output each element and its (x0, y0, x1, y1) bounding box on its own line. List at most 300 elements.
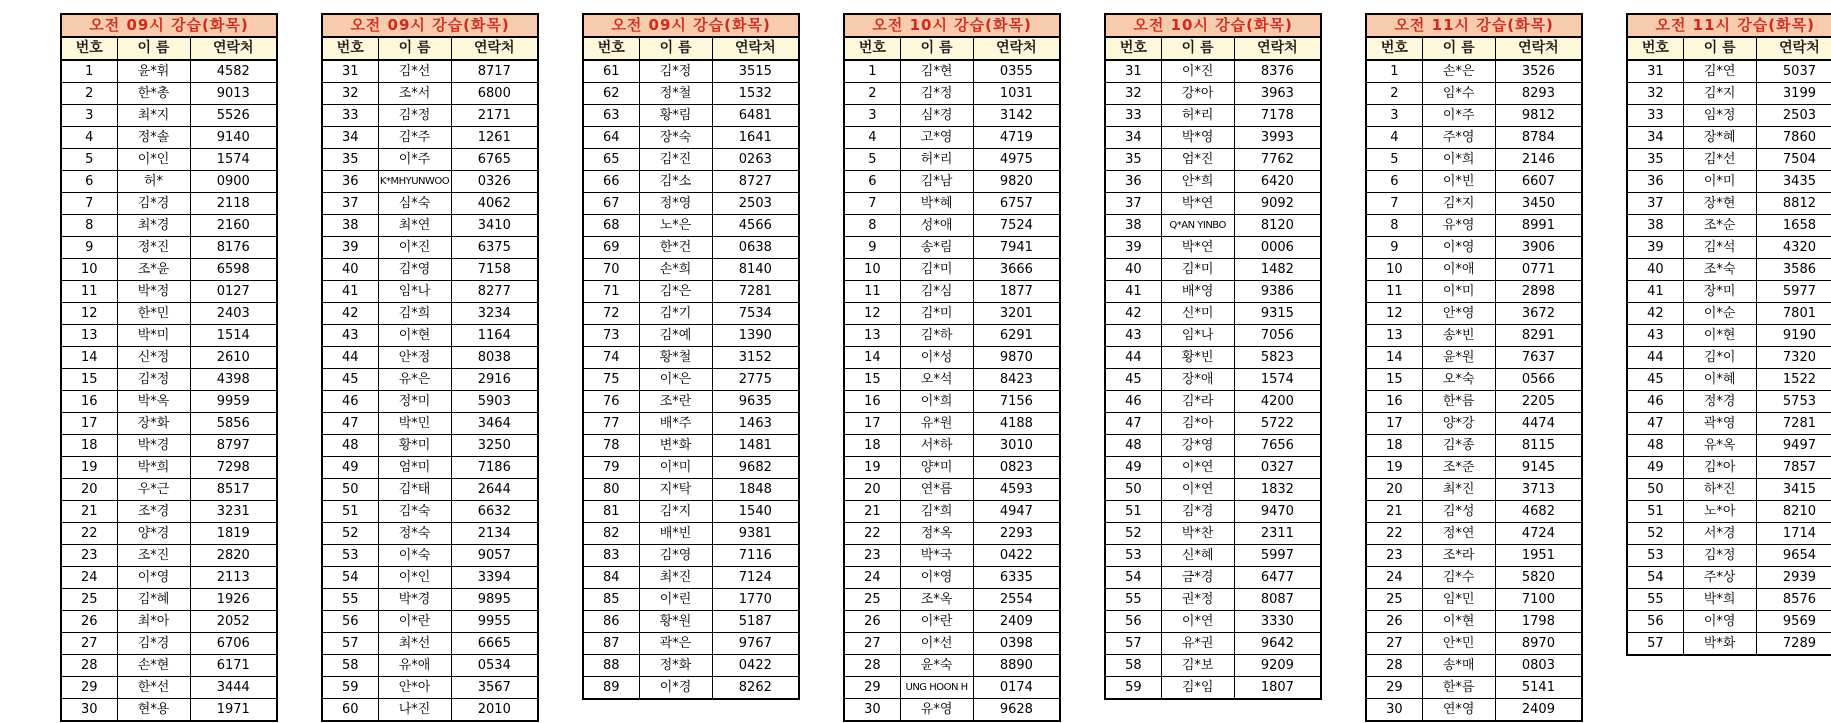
row-name-cell: 박*경 (117, 435, 190, 457)
row-number-cell: 21 (1366, 501, 1422, 523)
table-row (61, 589, 277, 611)
row-name-cell: 이*린 (639, 589, 712, 611)
table-row (61, 457, 277, 479)
table-row (583, 215, 799, 237)
row-number-cell: 20 (1366, 479, 1422, 501)
row-number-cell: 56 (322, 611, 378, 633)
row-number-cell: 53 (1627, 545, 1683, 567)
row-name-cell: 강*영 (1161, 435, 1234, 457)
table-row (844, 215, 1060, 237)
row-name-cell: 조*진 (117, 545, 190, 567)
col-header-number: 번호 (1627, 37, 1683, 60)
table-title-row (61, 14, 277, 37)
row-contact-cell: 8376 (1234, 60, 1321, 83)
row-number-cell: 36 (322, 171, 378, 193)
row-contact-cell: 3394 (451, 567, 538, 589)
row-contact-cell: 0566 (1495, 369, 1582, 391)
row-name-cell: 박*연 (1161, 193, 1234, 215)
row-contact-cell: 1971 (190, 699, 277, 722)
row-number-cell: 54 (1627, 567, 1683, 589)
row-contact-cell: 3526 (1495, 60, 1582, 83)
row-number-cell: 55 (322, 589, 378, 611)
row-contact-cell: 5977 (1756, 281, 1831, 303)
table-row (1366, 501, 1582, 523)
row-contact-cell: 4719 (973, 127, 1060, 149)
row-name-cell: 김*정 (900, 83, 973, 105)
row-contact-cell: 4398 (190, 369, 277, 391)
row-name-cell: 한*름 (1422, 391, 1495, 413)
row-number-cell: 10 (61, 259, 117, 281)
table-header-row (322, 37, 538, 60)
table-row (583, 193, 799, 215)
table-title: 오전 09시 강습(화목) (61, 14, 277, 37)
row-number-cell: 13 (61, 325, 117, 347)
row-name-cell: 이*주 (378, 149, 451, 171)
table-row (1366, 105, 1582, 127)
row-contact-cell: 1463 (712, 413, 799, 435)
row-name-cell: 신*미 (1161, 303, 1234, 325)
table-row (1366, 457, 1582, 479)
row-name-cell: 정*미 (378, 391, 451, 413)
table-row (1366, 193, 1582, 215)
row-number-cell: 14 (1366, 347, 1422, 369)
row-name-cell: 김*경 (117, 633, 190, 655)
row-name-cell: 김*혜 (117, 589, 190, 611)
row-contact-cell: 8262 (712, 677, 799, 700)
row-name-cell: 임*정 (1683, 105, 1756, 127)
row-contact-cell: 5187 (712, 611, 799, 633)
row-contact-cell: 3666 (973, 259, 1060, 281)
row-number-cell: 37 (322, 193, 378, 215)
row-name-cell: 최*진 (639, 567, 712, 589)
table-row (322, 699, 538, 722)
row-number-cell: 28 (1366, 655, 1422, 677)
row-name-cell: 서*하 (900, 435, 973, 457)
row-number-cell: 39 (1105, 237, 1161, 259)
row-contact-cell: 3199 (1756, 83, 1831, 105)
table-row (61, 545, 277, 567)
row-number-cell: 86 (583, 611, 639, 633)
row-name-cell: Q*AN YINBO (1161, 215, 1234, 237)
row-number-cell: 21 (61, 501, 117, 523)
table-row (61, 435, 277, 457)
table-row (322, 611, 538, 633)
row-contact-cell: 6420 (1234, 171, 1321, 193)
row-number-cell: 40 (322, 259, 378, 281)
row-contact-cell: 0771 (1495, 259, 1582, 281)
row-contact-cell: 6665 (451, 633, 538, 655)
table-row (1105, 237, 1321, 259)
row-number-cell: 4 (1366, 127, 1422, 149)
row-name-cell: K*MHYUNWOO (378, 171, 451, 193)
table-row (1627, 413, 1831, 435)
table-row (583, 501, 799, 523)
row-number-cell: 34 (1627, 127, 1683, 149)
table-row (844, 325, 1060, 347)
row-name-cell: 배*빈 (639, 523, 712, 545)
row-name-cell: 박*희 (117, 457, 190, 479)
row-number-cell: 19 (844, 457, 900, 479)
row-contact-cell: 5526 (190, 105, 277, 127)
row-number-cell: 10 (1366, 259, 1422, 281)
table-row (61, 325, 277, 347)
row-number-cell: 2 (1366, 83, 1422, 105)
table-row (322, 105, 538, 127)
row-contact-cell: 2610 (190, 347, 277, 369)
row-number-cell: 28 (61, 655, 117, 677)
row-contact-cell: 7124 (712, 567, 799, 589)
row-number-cell: 51 (1627, 501, 1683, 523)
table-title: 오전 11시 강습(화목) (1627, 14, 1831, 37)
row-contact-cell: 8890 (973, 655, 1060, 677)
row-name-cell: 최*아 (117, 611, 190, 633)
row-name-cell: 김*종 (1422, 435, 1495, 457)
row-contact-cell: 9470 (1234, 501, 1321, 523)
row-name-cell: 임*나 (1161, 325, 1234, 347)
row-contact-cell: 2113 (190, 567, 277, 589)
row-contact-cell: 3713 (1495, 479, 1582, 501)
row-name-cell: 엄*미 (378, 457, 451, 479)
row-name-cell: 김*지 (639, 501, 712, 523)
table-row (61, 699, 277, 722)
table-body (61, 60, 277, 721)
row-name-cell: 이*빈 (1422, 171, 1495, 193)
row-name-cell: 연*영 (1422, 699, 1495, 722)
row-name-cell: 김*영 (378, 259, 451, 281)
table-row (322, 677, 538, 699)
row-contact-cell: 7056 (1234, 325, 1321, 347)
table-row (583, 149, 799, 171)
row-contact-cell: 0900 (190, 171, 277, 193)
row-name-cell: 심*경 (900, 105, 973, 127)
row-contact-cell: 0422 (712, 655, 799, 677)
col-header-contact: 연락처 (712, 37, 799, 60)
row-name-cell: 박*연 (1161, 237, 1234, 259)
table-row (61, 215, 277, 237)
row-contact-cell: 2503 (712, 193, 799, 215)
row-contact-cell: 8087 (1234, 589, 1321, 611)
row-number-cell: 16 (61, 391, 117, 413)
row-contact-cell: 8797 (190, 435, 277, 457)
row-name-cell: 하*진 (1683, 479, 1756, 501)
row-number-cell: 2 (61, 83, 117, 105)
row-name-cell: 윤*원 (1422, 347, 1495, 369)
row-number-cell: 41 (1627, 281, 1683, 303)
row-name-cell: 안*희 (1161, 171, 1234, 193)
row-contact-cell: 3142 (973, 105, 1060, 127)
row-contact-cell: 0326 (451, 171, 538, 193)
table-row (583, 60, 799, 83)
row-name-cell: 엄*진 (1161, 149, 1234, 171)
row-number-cell: 25 (61, 589, 117, 611)
table-row (1105, 655, 1321, 677)
row-number-cell: 45 (1627, 369, 1683, 391)
row-number-cell: 82 (583, 523, 639, 545)
row-number-cell: 55 (1627, 589, 1683, 611)
table-row (1366, 611, 1582, 633)
row-number-cell: 30 (1366, 699, 1422, 722)
row-name-cell: 김*성 (1422, 501, 1495, 523)
row-contact-cell: 0823 (973, 457, 1060, 479)
row-contact-cell: 8140 (712, 259, 799, 281)
row-contact-cell: 2916 (451, 369, 538, 391)
row-number-cell: 24 (1366, 567, 1422, 589)
row-contact-cell: 7524 (973, 215, 1060, 237)
table-row (844, 193, 1060, 215)
row-number-cell: 38 (1627, 215, 1683, 237)
row-contact-cell: 4188 (973, 413, 1060, 435)
row-name-cell: 김*숙 (378, 501, 451, 523)
row-name-cell: 박*정 (117, 281, 190, 303)
table-row (844, 237, 1060, 259)
row-name-cell: 장*혜 (1683, 127, 1756, 149)
table-row (1105, 413, 1321, 435)
table-row (583, 435, 799, 457)
table-row (1627, 347, 1831, 369)
row-number-cell: 8 (1366, 215, 1422, 237)
row-name-cell: 고*영 (900, 127, 973, 149)
row-number-cell: 57 (322, 633, 378, 655)
table-row (1366, 171, 1582, 193)
table-row (844, 677, 1060, 699)
row-contact-cell: 4593 (973, 479, 1060, 501)
row-contact-cell: 2311 (1234, 523, 1321, 545)
row-number-cell: 61 (583, 60, 639, 83)
row-name-cell: UNG HOON H (900, 677, 973, 699)
row-contact-cell: 3450 (1495, 193, 1582, 215)
row-number-cell: 18 (1366, 435, 1422, 457)
row-name-cell: 이*진 (378, 237, 451, 259)
row-contact-cell: 9635 (712, 391, 799, 413)
row-number-cell: 27 (1366, 633, 1422, 655)
row-number-cell: 26 (1366, 611, 1422, 633)
table-row (1105, 545, 1321, 567)
row-name-cell: 장*애 (1161, 369, 1234, 391)
table-row (583, 479, 799, 501)
row-number-cell: 47 (322, 413, 378, 435)
row-number-cell: 35 (1627, 149, 1683, 171)
roster-table (60, 13, 278, 722)
row-name-cell: 이*란 (378, 611, 451, 633)
row-contact-cell: 7762 (1234, 149, 1321, 171)
row-number-cell: 52 (322, 523, 378, 545)
table-row (844, 589, 1060, 611)
table-row (322, 193, 538, 215)
table-title-row (322, 14, 538, 37)
table-body (844, 60, 1060, 721)
row-contact-cell: 2939 (1756, 567, 1831, 589)
table-row (1627, 479, 1831, 501)
row-contact-cell: 0422 (973, 545, 1060, 567)
table-row (844, 435, 1060, 457)
row-name-cell: 장*현 (1683, 193, 1756, 215)
row-number-cell: 46 (1105, 391, 1161, 413)
row-name-cell: 임*나 (378, 281, 451, 303)
row-contact-cell: 8293 (1495, 83, 1582, 105)
row-contact-cell: 1574 (1234, 369, 1321, 391)
col-header-name: 이 름 (378, 37, 451, 60)
row-name-cell: 조*준 (1422, 457, 1495, 479)
row-number-cell: 70 (583, 259, 639, 281)
row-number-cell: 17 (1366, 413, 1422, 435)
col-header-number: 번호 (322, 37, 378, 60)
row-number-cell: 54 (1105, 567, 1161, 589)
row-name-cell: 박*희 (1683, 589, 1756, 611)
table-row (1105, 347, 1321, 369)
row-contact-cell: 1261 (451, 127, 538, 149)
row-contact-cell: 5903 (451, 391, 538, 413)
row-name-cell: 조*란 (639, 391, 712, 413)
table-row (844, 479, 1060, 501)
row-contact-cell: 8812 (1756, 193, 1831, 215)
row-number-cell: 34 (1105, 127, 1161, 149)
row-contact-cell: 9145 (1495, 457, 1582, 479)
row-number-cell: 72 (583, 303, 639, 325)
row-name-cell: 송*림 (900, 237, 973, 259)
table-row (844, 457, 1060, 479)
row-contact-cell: 0127 (190, 281, 277, 303)
row-contact-cell: 3435 (1756, 171, 1831, 193)
table-header-row (583, 37, 799, 60)
row-name-cell: 유*옥 (1683, 435, 1756, 457)
table-title-row (1627, 14, 1831, 37)
row-number-cell: 23 (61, 545, 117, 567)
table-row (61, 60, 277, 83)
row-contact-cell: 4975 (973, 149, 1060, 171)
row-contact-cell: 0174 (973, 677, 1060, 699)
row-name-cell: 유*권 (1161, 633, 1234, 655)
row-number-cell: 13 (1366, 325, 1422, 347)
col-header-name: 이 름 (900, 37, 973, 60)
row-number-cell: 44 (1627, 347, 1683, 369)
table-row (1105, 479, 1321, 501)
table-row (844, 391, 1060, 413)
row-name-cell: 이*미 (1683, 171, 1756, 193)
row-number-cell: 48 (1627, 435, 1683, 457)
row-contact-cell: 1819 (190, 523, 277, 545)
row-number-cell: 17 (844, 413, 900, 435)
row-name-cell: 이*경 (639, 677, 712, 700)
row-contact-cell: 7656 (1234, 435, 1321, 457)
row-name-cell: 안*영 (1422, 303, 1495, 325)
row-contact-cell: 4200 (1234, 391, 1321, 413)
table-row (583, 237, 799, 259)
table-row (844, 501, 1060, 523)
table-row (1105, 215, 1321, 237)
row-contact-cell: 8517 (190, 479, 277, 501)
row-name-cell: 이*영 (900, 567, 973, 589)
row-contact-cell: 8970 (1495, 633, 1582, 655)
row-contact-cell: 8115 (1495, 435, 1582, 457)
row-number-cell: 28 (844, 655, 900, 677)
table-row (1366, 281, 1582, 303)
table-row (1366, 303, 1582, 325)
row-contact-cell: 7860 (1756, 127, 1831, 149)
row-contact-cell: 1522 (1756, 369, 1831, 391)
table-row (583, 259, 799, 281)
table-title-row (1105, 14, 1321, 37)
row-name-cell: 김*희 (900, 501, 973, 523)
row-contact-cell: 1877 (973, 281, 1060, 303)
row-name-cell: 조*옥 (900, 589, 973, 611)
row-name-cell: 박*혜 (900, 193, 973, 215)
table-row (61, 523, 277, 545)
row-contact-cell: 6477 (1234, 567, 1321, 589)
row-contact-cell: 6632 (451, 501, 538, 523)
table-row (1627, 215, 1831, 237)
col-header-name: 이 름 (1422, 37, 1495, 60)
row-number-cell: 66 (583, 171, 639, 193)
row-contact-cell: 8291 (1495, 325, 1582, 347)
roster-table (1626, 13, 1831, 656)
row-contact-cell: 9190 (1756, 325, 1831, 347)
table-row (322, 589, 538, 611)
table-row (1366, 391, 1582, 413)
table-row (1366, 435, 1582, 457)
row-name-cell: 김*아 (1683, 457, 1756, 479)
row-name-cell: 조*순 (1683, 215, 1756, 237)
table-header-row (844, 37, 1060, 60)
row-contact-cell: 3234 (451, 303, 538, 325)
row-number-cell: 68 (583, 215, 639, 237)
row-contact-cell: 1540 (712, 501, 799, 523)
row-number-cell: 32 (1627, 83, 1683, 105)
row-name-cell: 김*기 (639, 303, 712, 325)
row-number-cell: 88 (583, 655, 639, 677)
table-row (844, 567, 1060, 589)
row-name-cell: 정*솔 (117, 127, 190, 149)
table-row (1366, 567, 1582, 589)
row-contact-cell: 3010 (973, 435, 1060, 457)
row-name-cell: 이*연 (1161, 457, 1234, 479)
row-contact-cell: 7941 (973, 237, 1060, 259)
row-number-cell: 55 (1105, 589, 1161, 611)
row-contact-cell: 9140 (190, 127, 277, 149)
row-contact-cell: 6375 (451, 237, 538, 259)
row-number-cell: 20 (61, 479, 117, 501)
table-row (61, 655, 277, 677)
row-number-cell: 5 (61, 149, 117, 171)
row-number-cell: 75 (583, 369, 639, 391)
col-header-number: 번호 (844, 37, 900, 60)
row-number-cell: 81 (583, 501, 639, 523)
row-number-cell: 29 (844, 677, 900, 699)
row-contact-cell: 7100 (1495, 589, 1582, 611)
row-contact-cell: 5997 (1234, 545, 1321, 567)
row-number-cell: 45 (1105, 369, 1161, 391)
table-row (844, 523, 1060, 545)
row-number-cell: 1 (844, 60, 900, 83)
row-number-cell: 4 (844, 127, 900, 149)
row-name-cell: 안*정 (378, 347, 451, 369)
row-number-cell: 49 (1627, 457, 1683, 479)
table-row (61, 83, 277, 105)
col-header-contact: 연락처 (1234, 37, 1321, 60)
table-row (322, 655, 538, 677)
row-number-cell: 17 (61, 413, 117, 435)
row-contact-cell: 2205 (1495, 391, 1582, 413)
table-row (583, 589, 799, 611)
row-number-cell: 50 (1105, 479, 1161, 501)
row-name-cell: 장*미 (1683, 281, 1756, 303)
table-row (1627, 60, 1831, 83)
row-number-cell: 45 (322, 369, 378, 391)
row-contact-cell: 5141 (1495, 677, 1582, 699)
row-name-cell: 박*민 (378, 413, 451, 435)
row-name-cell: 이*현 (1683, 325, 1756, 347)
row-contact-cell: 3231 (190, 501, 277, 523)
roster-table (582, 13, 800, 700)
